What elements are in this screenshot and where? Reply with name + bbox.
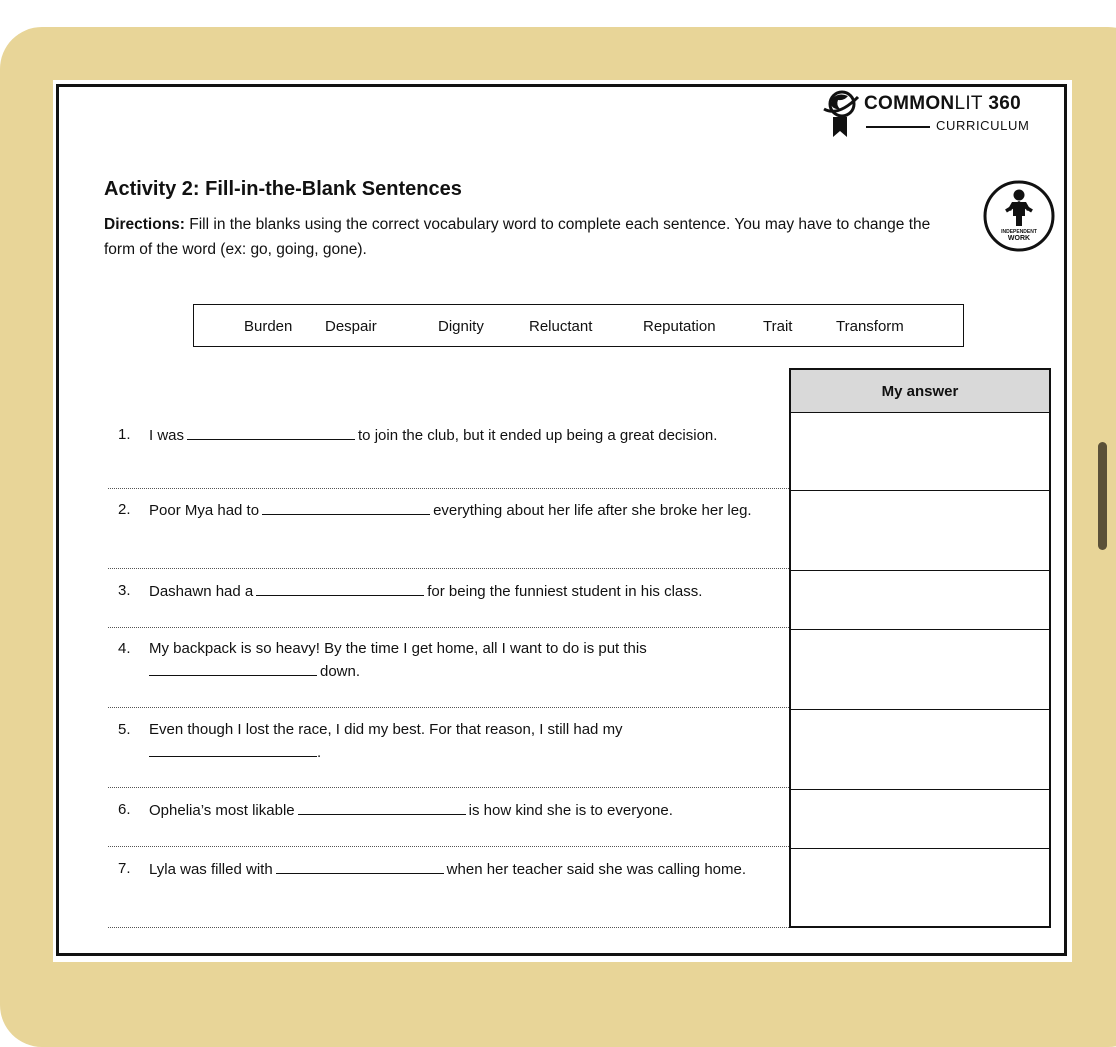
item-number: 2. [118,501,131,518]
activity-directions [104,212,944,262]
blank-line [149,741,317,757]
badge-line1: INDEPENDENT [1001,229,1037,235]
word-bank-item: Dignity [438,318,484,335]
badge-line2: WORK [1007,235,1031,242]
item-text: Ophelia’s most likable is how kind she is to everyone. [149,799,777,822]
answer-box-1[interactable] [791,413,1049,491]
word-bank [193,304,964,347]
row-divider [108,927,789,928]
answer-box-7[interactable] [791,849,1049,928]
item-number: 6. [118,801,131,818]
word-bank-item: Reputation [643,318,716,335]
logo-divider [866,126,930,128]
answer-box-2[interactable] [791,491,1049,571]
item-number: 1. [118,426,131,443]
independent-work-icon [982,179,1056,253]
row-divider [108,846,789,847]
row-divider [108,627,789,628]
blank-line [276,858,444,874]
blank-line [256,580,424,596]
item-number: 3. [118,582,131,599]
row-divider [108,787,789,788]
directions-text: Fill in the blanks using the correct vocabulary word to complete each sentence. You may have to change the form of the word (ex: go, going, gone). [104,216,931,258]
item-number: 7. [118,860,131,877]
word-bank-item: Trait [763,318,793,335]
item-text: My backpack is so heavy! By the time I get home, all I want to do is put this down. [149,640,647,680]
row-divider [108,568,789,569]
answer-box-3[interactable] [791,571,1049,630]
logo-brandname: COMMONLIT 360 [864,93,1022,114]
blank-line [262,499,430,515]
item-text: Even though I lost the race, I did my best. For that reason, I still had my . [149,721,623,761]
item-text: Poor Mya had to everything about her life after she broke her leg. [149,499,777,522]
activity-title: Activity 2: Fill-in-the-Blank Sentences [104,178,462,200]
word-bank-item: Transform [836,318,904,335]
answer-box-6[interactable] [791,790,1049,849]
blank-line [187,424,355,440]
item-text: I was to join the club, but it ended up being a great decision. [149,424,777,447]
word-bank-item: Burden [244,318,293,335]
answer-column [789,368,1051,928]
word-bank-item: Despair [325,318,377,335]
directions-label: Directions: [104,216,185,233]
answer-header: My answer [791,370,1049,413]
answer-box-5[interactable] [791,710,1049,790]
item-text: Dashawn had a for being the funniest student in his class. [149,580,777,603]
blank-line [298,799,466,815]
item-number: 4. [118,640,131,657]
logo-subtitle: CURRICULUM [936,118,1030,133]
row-divider [108,707,789,708]
word-bank-item: Reluctant [529,318,593,335]
row-divider [108,488,789,489]
item-text: Lyla was filled with when her teacher said she was calling home. [149,858,777,881]
answer-box-4[interactable] [791,630,1049,710]
blank-line [149,660,317,676]
item-number: 5. [118,721,131,738]
scroll-handle[interactable] [1098,442,1107,550]
